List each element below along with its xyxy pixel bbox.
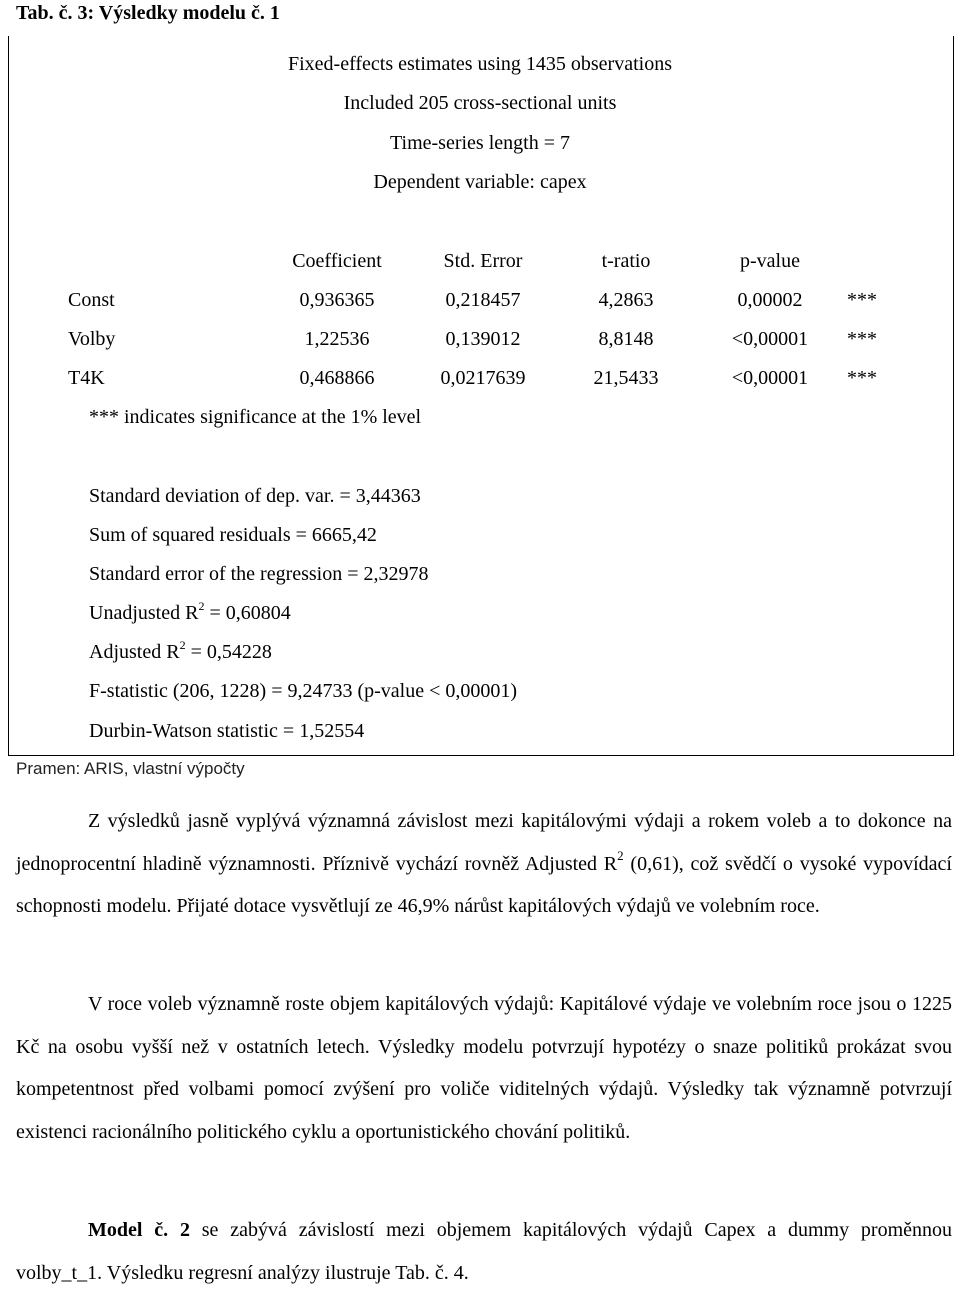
stat-ssr: Sum of squared residuals = 6665,42 [89, 524, 377, 546]
column-header-t-ratio: t-ratio [601, 250, 651, 272]
cell-t-ratio: 4,2863 [598, 289, 654, 311]
superscript: 2 [198, 599, 205, 613]
superscript: 2 [179, 638, 186, 652]
paragraph-model-2 [16, 1209, 952, 1294]
stat-unadjusted-r2 [89, 599, 291, 625]
cell-coef: 1,22536 [304, 328, 370, 350]
stat-sd-dep-var: Standard deviation of dep. var. = 3,44363 [89, 485, 421, 507]
paragraph-text: se zabývá závislostí mezi objemem kapitálových výdajů Capex a dummy proměnnou volby_t_1. Výsledku regresní analýzy ilustruje Tab. č. 4. [16, 1219, 952, 1284]
row-name-volby: Volby [68, 328, 116, 350]
paragraph-results [16, 800, 952, 928]
cell-significance: *** [847, 289, 877, 311]
paragraph-election-year [16, 983, 952, 1153]
superscript: 2 [617, 847, 624, 863]
cell-t-ratio: 21,5433 [593, 367, 659, 389]
stat-f-statistic: F-statistic (206, 1228) = 9,24733 (p-value < 0,00001) [89, 680, 518, 702]
source-note: Pramen: ARIS, vlastní výpočty [16, 759, 245, 778]
cell-t-ratio: 8,8148 [598, 328, 654, 350]
cell-std-error: 0,0217639 [440, 367, 526, 389]
stat-durbin-watson: Durbin-Watson statistic = 1,52554 [89, 720, 365, 742]
cell-coef: 0,936365 [299, 289, 375, 311]
stat-label: Adjusted R [89, 641, 180, 663]
cell-significance: *** [847, 328, 877, 350]
model-label: Model č. 2 [88, 1219, 190, 1241]
significance-note: *** indicates significance at the 1% level [89, 406, 422, 428]
row-name-const: Const [68, 289, 115, 311]
stat-adjusted-r2 [89, 638, 272, 664]
paragraph-text: Z výsledků jasně vyplývá významná závislost mezi kapitálovými výdaji a rokem voleb a to dokonce na jednoprocentní hladině významnosti. Příznivě vychází rovněž Adjusted R [16, 810, 952, 875]
stat-se-regression: Standard error of the regression = 2,32978 [89, 563, 429, 585]
header-line-dependent-var: Dependent variable: capex [373, 171, 587, 193]
row-name-t4k: T4K [68, 367, 105, 389]
table-caption: Tab. č. 3: Výsledky modelu č. 1 [16, 2, 280, 24]
cell-p-value: <0,00001 [731, 328, 809, 350]
stat-label: Unadjusted R [89, 602, 199, 624]
header-line-observations: Fixed-effects estimates using 1435 observations [287, 53, 672, 75]
header-line-units: Included 205 cross-sectional units [343, 92, 617, 114]
paragraph-text: V roce voleb významně roste objem kapitálových výdajů: Kapitálové výdaje ve volebním roce jsou o 1225 Kč na osobu vyšší než v ostatních letech. Výsledky modelu potvrzují hypotézy o snaze politiků prokázat svou kompetentnost před volbami pomocí zvýšení pro voliče viditelných výdajů. Výsledky tak významně potvrzují existenci racionálního politického cyklu a oportunistického chování politiků. [16, 993, 952, 1143]
stat-value: = 0,60804 [204, 602, 291, 624]
header-line-series-length: Time-series length = 7 [390, 132, 570, 154]
cell-p-value: 0,00002 [737, 289, 803, 311]
cell-coef: 0,468866 [299, 367, 375, 389]
column-header-coefficient: Coefficient [292, 250, 382, 272]
column-header-std-error: Std. Error [443, 250, 523, 272]
cell-significance: *** [847, 367, 877, 389]
paragraph-text: (0,61), což svědčí o vysoké vypovídací schopnosti modelu. Přijaté dotace vysvětlují ze 46,9% nárůst kapitálových výdajů ve volebním roce. [16, 852, 952, 917]
cell-std-error: 0,139012 [445, 328, 521, 350]
cell-std-error: 0,218457 [445, 289, 521, 311]
cell-p-value: <0,00001 [731, 367, 809, 389]
column-header-p-value: p-value [740, 250, 800, 272]
stat-value: = 0,54228 [185, 641, 272, 663]
